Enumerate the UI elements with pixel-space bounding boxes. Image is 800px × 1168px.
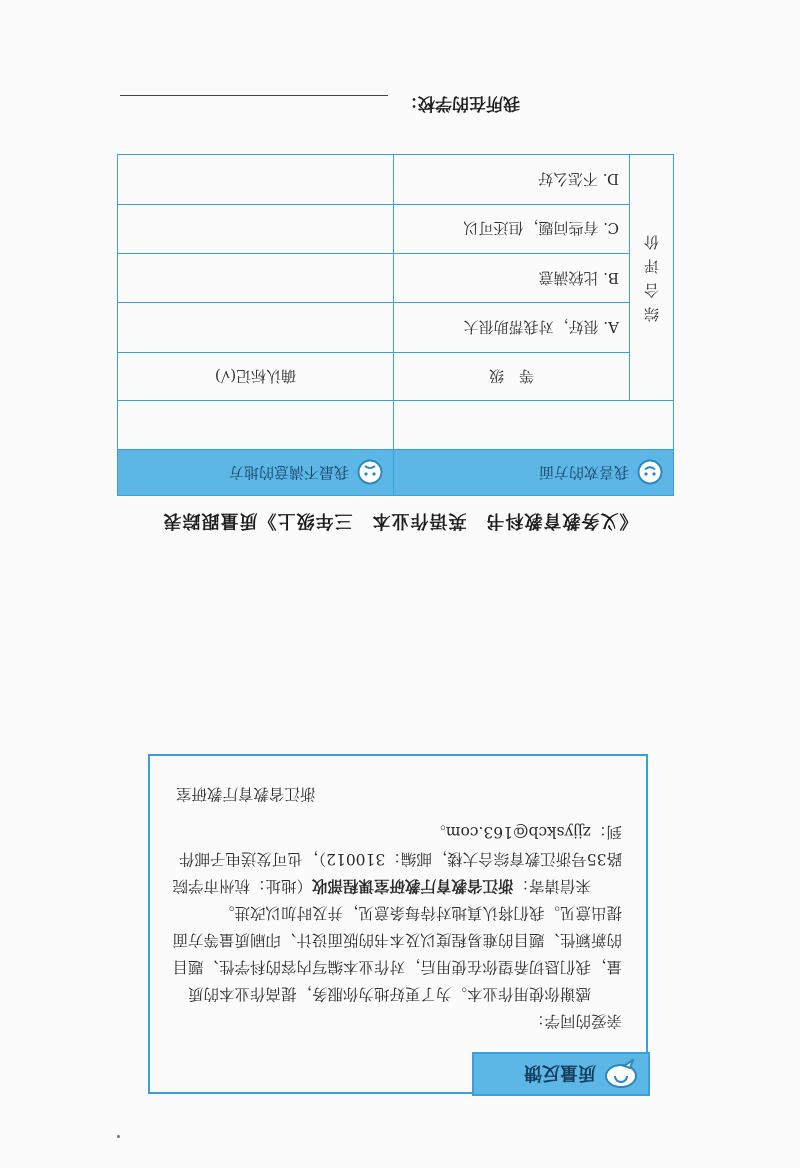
letter-greeting: 亲爱的同学： — [528, 1012, 622, 1030]
smiley-face-icon — [637, 459, 663, 485]
liked-comment-cell[interactable] — [393, 401, 673, 449]
table-row — [117, 155, 673, 205]
letter-address: （地址：杭州市学院路35号浙江教育综合大楼，邮编：310012），也可发送电子邮件到：zjjyskcb@163.com。 — [172, 823, 622, 895]
feedback-badge — [472, 1052, 650, 1096]
liked-header-label: 我喜欢的方面 — [538, 463, 629, 482]
overall-evaluation-label — [630, 155, 674, 401]
letter-paragraph-1: 感谢你使用作业本。为了更好地为你服务，提高作业本的质量，我们恳切希望你在使用后，对作业本编写内容的科学性、题目的新颖性、题目的难易程度以及本书的版面设计、印刷质量等方面提出意见。我们将认真地对待每条意见，并及时加以改进。 — [172, 904, 622, 1003]
option-a-check-cell[interactable] — [117, 303, 393, 352]
feedback-box — [148, 754, 648, 1094]
side-label-text: 综合评价 — [644, 232, 660, 323]
table-row — [117, 204, 673, 253]
disliked-header-label: 我最不满意的地方 — [228, 463, 349, 482]
table-row — [117, 253, 673, 302]
grade-label: 等 级 — [393, 352, 629, 400]
disliked-comment-cell[interactable] — [117, 401, 393, 449]
school-input-line[interactable] — [120, 95, 388, 96]
speech-bubble-icon — [604, 1059, 638, 1089]
option-b: B. 比较满意 — [393, 253, 629, 302]
option-d-check-cell[interactable] — [117, 155, 393, 205]
feedback-letter — [170, 818, 622, 1034]
liked-header — [393, 449, 673, 495]
option-d: D. 不怎么好 — [393, 155, 629, 205]
option-b-check-cell[interactable] — [117, 253, 393, 302]
tracking-title: 《义务教育教科书 英语作业本 三年级上》质量跟踪表 — [162, 510, 638, 531]
grade-header-row — [117, 352, 673, 400]
tracking-table — [117, 154, 674, 496]
letter-paragraph-2 — [170, 818, 622, 899]
comment-row — [117, 401, 673, 449]
confirm-label: 确认标记(√) — [117, 352, 393, 400]
disliked-header — [117, 449, 393, 495]
option-a: A. 很好，对我帮助很大 — [393, 303, 629, 352]
option-c-check-cell[interactable] — [117, 204, 393, 253]
letter-signature: 浙江省教育厅教研室 — [176, 785, 316, 803]
scan-dot — [117, 1135, 120, 1138]
feedback-badge-label: 质量反馈 — [524, 1062, 596, 1083]
option-c: C. 有些问题，但还可以 — [393, 204, 629, 253]
letter-recipient: 浙江省教育厅教研室课程部收 — [311, 877, 514, 895]
table-row — [117, 303, 673, 352]
letter-address-prefix: 来信请寄： — [513, 877, 591, 895]
school-label: 我所在的学校： — [401, 93, 520, 113]
sad-face-icon — [357, 459, 383, 485]
table-header-row — [117, 449, 673, 495]
